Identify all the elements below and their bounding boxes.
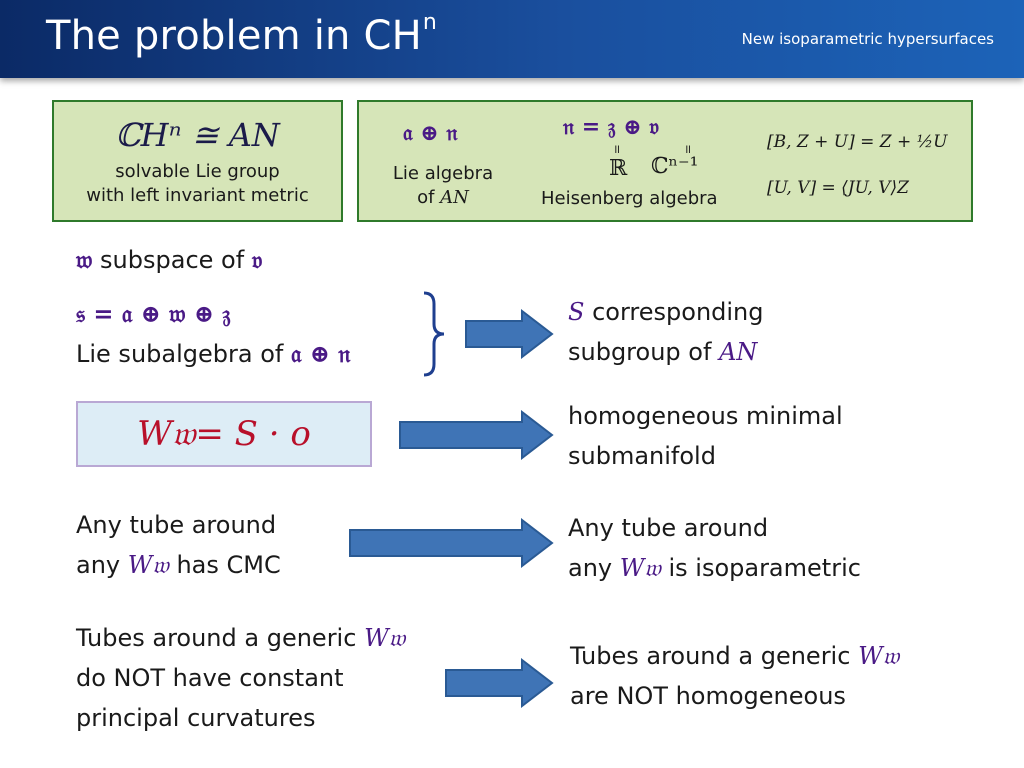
tube-cmc-any: any [76,551,121,579]
lie-algebra-caption [373,162,513,210]
reals: ℝ [609,156,628,181]
arrow-icon-1 [464,309,554,359]
tube-iso-line1: Any tube around [568,514,769,542]
lie-subalgebra-line [76,334,350,374]
tube-iso-w: W𝔴 [619,554,661,582]
v-frak: 𝔳 [251,245,263,274]
generic-right-text: Tubes around a generic [570,642,851,670]
generic-right-line1 [570,636,899,676]
w-subspace-text: subspace of [100,246,245,274]
solvable-group-box [52,100,343,222]
lie-an: AN [440,187,469,208]
n-decomposition: 𝔫 = 𝔷 ⊕ 𝔳 [563,114,660,140]
tube-cmc-has: has CMC [176,551,281,579]
homogeneous-line1: homogeneous minimal [568,402,843,430]
subgroup-an: AN [719,338,758,366]
bracket-bzu: [B, Z + U] = Z + ½U [767,132,948,152]
slide-title [46,10,437,59]
bracket-uv: [U, V] = ⟨JU, V⟩Z [767,178,909,198]
tube-cmc-line2 [76,545,281,585]
tube-cmc-line1: Any tube around [76,511,277,539]
arrow-icon-4 [444,658,554,708]
tube-cmc-w: W𝔴 [127,551,169,579]
ch-an-formula: ℂHⁿ ≅ AN [115,116,280,154]
subgroup-text: subgroup of [568,338,712,366]
slide-title-text: The problem in CH [46,13,422,59]
s-corresponding-line2 [568,332,757,372]
generic-left-text: Tubes around a generic [76,624,357,652]
tube-iso-line2 [568,548,861,588]
s-corresponding-text: corresponding [592,298,764,326]
tube-iso-any: any [568,554,613,582]
generic-left-w: W𝔴 [364,624,406,652]
homogeneous-line2: submanifold [568,442,716,470]
title-bar [0,0,1024,78]
s-formula: 𝔰 = 𝔞 ⊕ 𝔴 ⊕ 𝔷 [76,299,231,328]
lie-algebra-line1: Lie algebra [392,163,494,184]
lie-algebra-box [357,100,973,222]
lie-of: of [417,187,435,208]
right-brace-icon [420,290,460,378]
lie-subalgebra-text: Lie subalgebra of [76,340,284,368]
a-plus-n: 𝔞 ⊕ 𝔫 [403,120,458,146]
slide-title-sup: n [422,10,438,35]
arrow-icon-2 [398,410,554,460]
lie-algebra-line2 [373,186,513,210]
generic-left-line1 [76,618,405,658]
equality-marks: ॥ ॥ [613,142,722,156]
arrow-icon-3 [348,518,554,568]
solvable-caption-1: solvable Lie group [115,161,280,182]
w-orbit-box: W𝔴= S · o [76,401,372,467]
generic-left-line3: principal curvatures [76,704,316,732]
s-math: S [568,298,585,326]
solvable-caption-2: with left invariant metric [86,185,309,206]
complex-n-1: ℂⁿ⁻¹ [651,154,699,179]
generic-left-line2: do NOT have constant [76,664,344,692]
tube-iso-text: is isoparametric [668,554,861,582]
lie-subalgebra-math: 𝔞 ⊕ 𝔫 [290,339,351,368]
s-corresponding-line1 [568,292,764,332]
slide-subtitle: New isoparametric hypersurfaces [741,30,994,48]
generic-right-line2: are NOT homogeneous [570,682,846,710]
w-frak: 𝔴 [76,245,93,274]
heisenberg-caption: Heisenberg algebra [541,188,718,209]
generic-right-w: W𝔴 [858,642,900,670]
w-subspace-line [76,240,262,280]
